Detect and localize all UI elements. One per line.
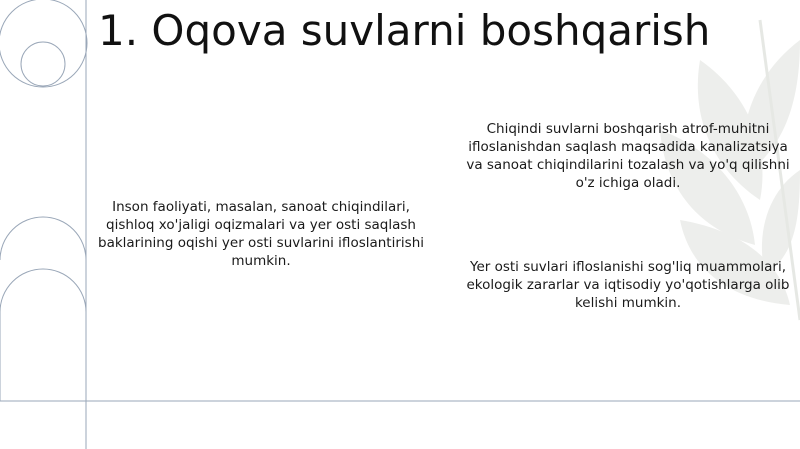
arch-upper (0, 217, 86, 260)
small-circle (21, 42, 65, 86)
paragraph-right-bottom: Yer osti suvlari ifloslanishi sog'liq muammolari, ekologik zararlar va iqtisodiy yo'qotishlarga olib kelishi mumkin. (466, 259, 790, 311)
arch-middle (0, 269, 86, 312)
paragraph-left: Inson faoliyati, masalan, sanoat chiqindilari, qishloq xo'jaligi oqizmalari va yer osti saqlash baklarining oqishi yer osti suvlarini ifloslantirishi mumkin. (98, 199, 424, 269)
slide-title: 1. Oqova suvlarni boshqarish (98, 6, 711, 55)
paragraph-right-top: Chiqindi suvlarni boshqarish atrof-muhitni ifloslanishdan saqlash maqsadida kanalizatsiya va sanoat chiqindilarini tozalash va yo'q qilishni o'z ichiga oladi. (466, 121, 790, 191)
large-circle (0, 0, 87, 87)
arch-lower (0, 312, 86, 401)
